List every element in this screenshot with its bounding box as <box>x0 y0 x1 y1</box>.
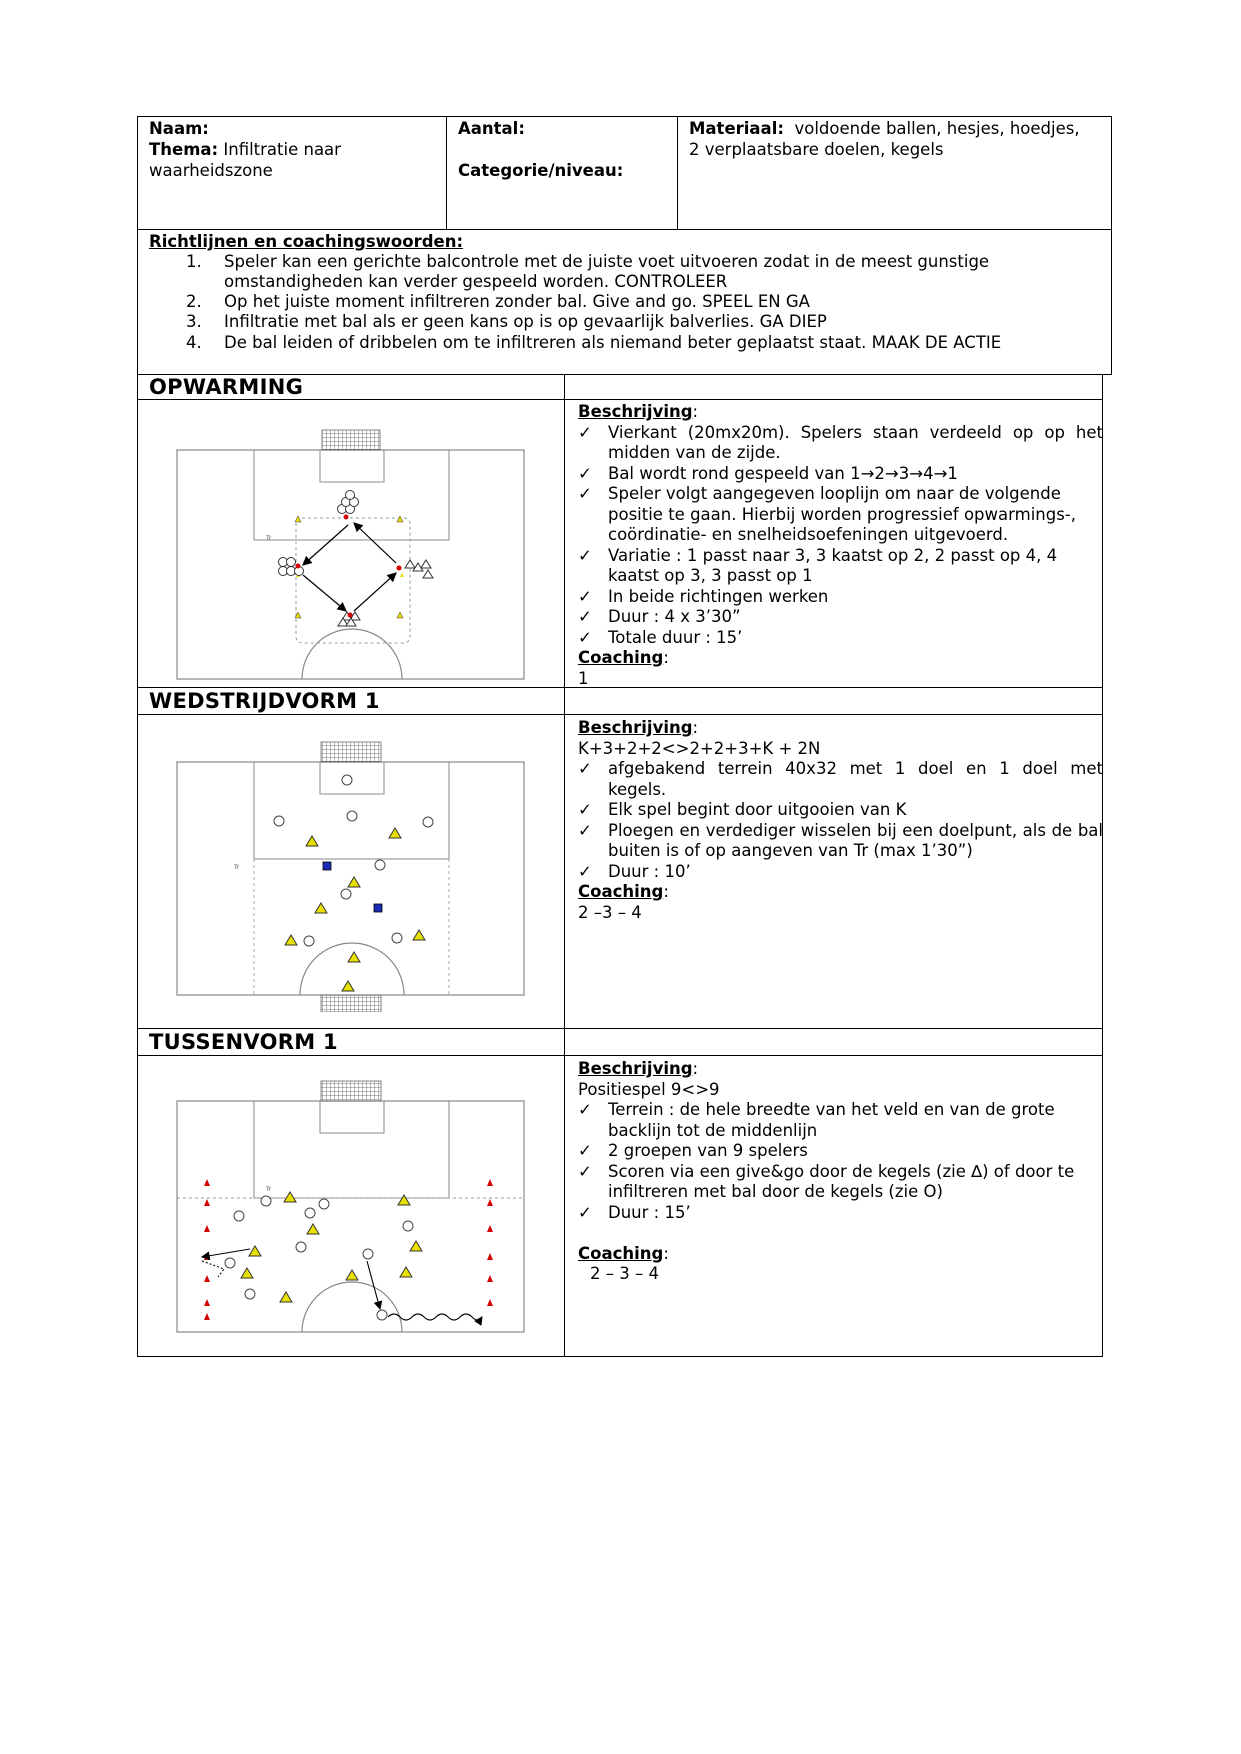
coaching-label: Coaching <box>578 648 664 667</box>
naam-label: Naam: <box>149 119 209 138</box>
white-players <box>274 775 433 946</box>
passing-arrows <box>303 523 396 611</box>
beschrijving-label: Beschrijving <box>578 718 693 737</box>
list-item: ✓ afgebakend terrein 40x32 met 1 doel en 1 doel met kegels. <box>578 759 1103 799</box>
guideline-item: 2. Op het juiste moment infiltreren zonder bal. Give and go. SPEEL EN GA <box>186 292 810 311</box>
aantal-label: Aantal: <box>458 119 525 138</box>
list-item: ✓ Scoren via een give&go door de kegels (zie ∆) of door te infiltreren met bal door de kegels (zie O) <box>578 1161 1075 1201</box>
ball-icon <box>296 515 402 618</box>
guidelines-title: Richtlijnen en coachingswoorden: <box>149 232 464 251</box>
trainer-label: Tr <box>266 1186 272 1193</box>
materiaal-label: Materiaal: <box>689 119 784 138</box>
guideline-item: 4. De bal leiden of dribbelen om te infiltreren als niemand beter geplaatst staat. MAAK DE ACTIE <box>186 333 1002 352</box>
coaching-value: 1 <box>578 668 589 688</box>
cone-icon <box>397 516 403 522</box>
list-item: ✓ Elk spel begint door uitgooien van K <box>578 800 907 819</box>
categorie-label: Categorie/niveau: <box>458 161 624 180</box>
cone-icon <box>400 573 404 577</box>
guideline-item: 1. Speler kan een gerichte balcontrole met de juiste voet uitvoeren zodat in de meest gunstige <box>186 252 990 271</box>
section-title-tussenvorm: TUSSENVORM 1 <box>149 1030 338 1054</box>
checkmark-icon: ✓ <box>578 759 592 778</box>
list-item: ✓ 2 groepen van 9 spelers <box>578 1141 808 1160</box>
checkmark-icon: ✓ <box>578 545 592 565</box>
thema-field <box>149 140 341 161</box>
checkmark-icon: ✓ <box>578 1161 592 1181</box>
coaching-label: Coaching <box>578 882 664 901</box>
cone-icon <box>295 516 301 522</box>
description-tussenvorm: Beschrijving: Positiespel 9<>9 ✓ Terrein : de hele breedte van het veld en van de grote backlijn tot de middenlijn ✓ 2 groepen van 9 spelers ✓ Scoren via een give&go door de kegels (zie ∆) of door te infiltreren met bal door de kegels (zie O) ✓ Duur : 15’ Coaching: 2 – 3 – 4 <box>578 1059 1103 1285</box>
materiaal-value-line2: 2 verplaatsbare doelen, kegels <box>689 140 944 159</box>
thema-value: Infiltratie naar <box>223 140 341 159</box>
checkmark-icon: ✓ <box>578 484 592 503</box>
list-item: ✓ Duur : 15’ <box>578 1202 691 1222</box>
list-item: ✓ Bal wordt rond gespeeld van 1→2→3→4→1 <box>578 463 958 483</box>
checkmark-icon: ✓ <box>578 586 592 606</box>
description-wedstrijdvorm: Beschrijving: K+3+2+2<>2+2+3+K + 2N ✓ afgebakend terrein 40x32 met 1 doel en 1 doel met kegels. ✓ Elk spel begint door uitgooien van K ✓ Ploegen en verdediger wisselen bij een doelpunt, als de bal buiten is of op aangeven van Tr (max 1’30”) ✓ Duur : 10’ Coaching: 2 –3 – 4 <box>578 718 1103 922</box>
list-item: ✓ Duur : 10’ <box>578 861 691 881</box>
materiaal-value: voldoende ballen, hesjes, hoedjes, <box>794 119 1080 138</box>
list-item: ✓ In beide richtingen werken <box>578 586 829 606</box>
guideline-item: 3. Infiltratie met bal als er geen kans op is op gevaarlijk balverlies. GA DIEP <box>186 312 827 331</box>
list-item: ✓ Duur : 4 x 3’30” <box>578 607 741 626</box>
checkmark-icon: ✓ <box>578 627 592 647</box>
checkmark-icon: ✓ <box>578 1202 592 1222</box>
description-opwarming: Beschrijving: ✓ Vierkant (20mx20m). Spelers staan verdeeld op op het midden van de zijde. ✓ Bal wordt rond gespeeld van 1→2→3→4→1 ✓ Speler volgt aangegeven looplijn om naar de volgende positie te gaan. Hierbij worden progressief opwarmings-, coördinatie- en snelheidsoefeningen uitgevoerd. ✓ Variatie : 1 passt naar 3, 3 kaatst op 2, 2 passt op 4, 4 kaatst op 3, 3 passt op 1 ✓ In beide richtingen werken ✓ Duur : 4 x 3’30” ✓ Totale duur : 15’ Coaching: 1 <box>578 402 1103 688</box>
coaching-value: 2 –3 – 4 <box>578 902 642 922</box>
list-item: ✓ Speler volgt aangegeven looplijn om naar de volgende positie te gaan. Hierbij worden progressief opwarmings-, coördinatie- en snelheidsoefeningen uitgevoerd. <box>578 484 1077 544</box>
yellow-players <box>285 828 425 991</box>
movement-lines <box>202 1249 482 1320</box>
checkmark-icon: ✓ <box>578 607 592 626</box>
checkmark-icon: ✓ <box>578 820 592 840</box>
section-title-opwarming: OPWARMING <box>149 375 304 399</box>
list-item: ✓ Vierkant (20mx20m). Spelers staan verdeeld op op het midden van de zijde. <box>578 422 1103 462</box>
coaching-value: 2 – 3 – 4 <box>590 1264 659 1283</box>
guideline-item-cont: omstandigheden kan verder gespeeld worden. CONTROLEER <box>224 272 728 291</box>
checkmark-icon: ✓ <box>578 800 592 819</box>
list-item: ✓ Totale duur : 15’ <box>578 627 743 647</box>
intro: Positiespel 9<>9 <box>578 1079 720 1099</box>
checkmark-icon: ✓ <box>578 861 592 881</box>
checkmark-icon: ✓ <box>578 422 592 442</box>
trainer-label: Tr <box>266 535 272 542</box>
yellow-players <box>241 1192 422 1302</box>
white-players <box>225 1196 413 1320</box>
beschrijving-label: Beschrijving <box>578 402 693 421</box>
intro: K+3+2+2<>2+2+3+K + 2N <box>578 738 821 758</box>
cone-icon <box>397 612 403 618</box>
player-group-top <box>338 491 359 514</box>
beschrijving-label: Beschrijving <box>578 1059 693 1078</box>
coaching-label: Coaching <box>578 1243 664 1263</box>
checkmark-icon: ✓ <box>578 1141 592 1160</box>
materiaal-field <box>689 119 1080 140</box>
list-item: ✓ Ploegen en verdediger wisselen bij een doelpunt, als de bal buiten is of op aangeven van Tr (max 1’30”) <box>578 820 1103 860</box>
list-item: ✓ Variatie : 1 passt naar 3, 3 kaatst op 2, 2 passt op 4, 4 kaatst op 3, 3 passt op 1 <box>578 545 1058 585</box>
diagram-opwarming <box>170 425 530 683</box>
trainer-label: Tr <box>234 864 240 871</box>
player-group-right <box>405 560 433 578</box>
diagram-tussenvorm <box>170 1079 530 1336</box>
section-title-wedstrijdvorm: WEDSTRIJDVORM 1 <box>149 689 380 713</box>
thema-value-line2: waarheidszone <box>149 161 273 180</box>
list-item: ✓ Terrein : de hele breedte van het veld en van de grote backlijn tot de middenlijn <box>578 1100 1055 1140</box>
thema-label: Thema: <box>149 140 219 159</box>
checkmark-icon: ✓ <box>578 463 592 483</box>
checkmark-icon: ✓ <box>578 1100 592 1119</box>
diagram-wedstrijdvorm <box>170 741 530 1012</box>
